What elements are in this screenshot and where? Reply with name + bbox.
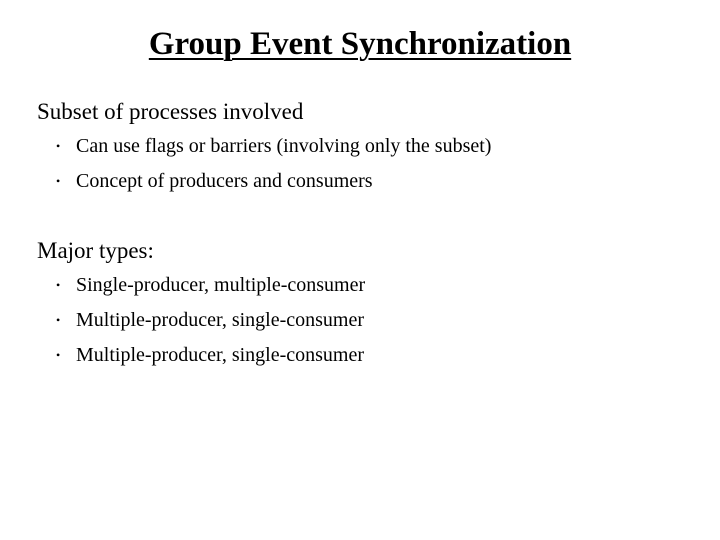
section-subset: [37, 97, 697, 200]
bullet-text: Single-producer, multiple-consumer: [76, 274, 366, 296]
bullet-dot-icon: •: [56, 348, 61, 362]
bullet-dot-icon: •: [56, 139, 61, 153]
bullet-text: Multiple-producer, single-consumer: [76, 344, 365, 366]
bullet-item: [56, 339, 697, 374]
slide-title: Group Event Synchronization: [148, 26, 572, 62]
bullet-item: [56, 165, 697, 200]
bullet-item: [56, 130, 697, 165]
section-heading: Subset of processes involved: [37, 99, 304, 124]
section-major-types: [37, 236, 697, 374]
bullet-text: Can use flags or barriers (involving only the subset): [76, 135, 492, 157]
bullet-list: [37, 269, 697, 374]
bullet-list: [37, 130, 697, 200]
bullet-item: [56, 269, 697, 304]
bullet-dot-icon: •: [56, 313, 61, 327]
bullet-dot-icon: •: [56, 174, 61, 188]
section-heading: Major types:: [37, 238, 154, 263]
bullet-text: Concept of producers and consumers: [76, 170, 373, 192]
bullet-item: [56, 304, 697, 339]
bullet-dot-icon: •: [56, 278, 61, 292]
bullet-text: Multiple-producer, single-consumer: [76, 309, 365, 331]
